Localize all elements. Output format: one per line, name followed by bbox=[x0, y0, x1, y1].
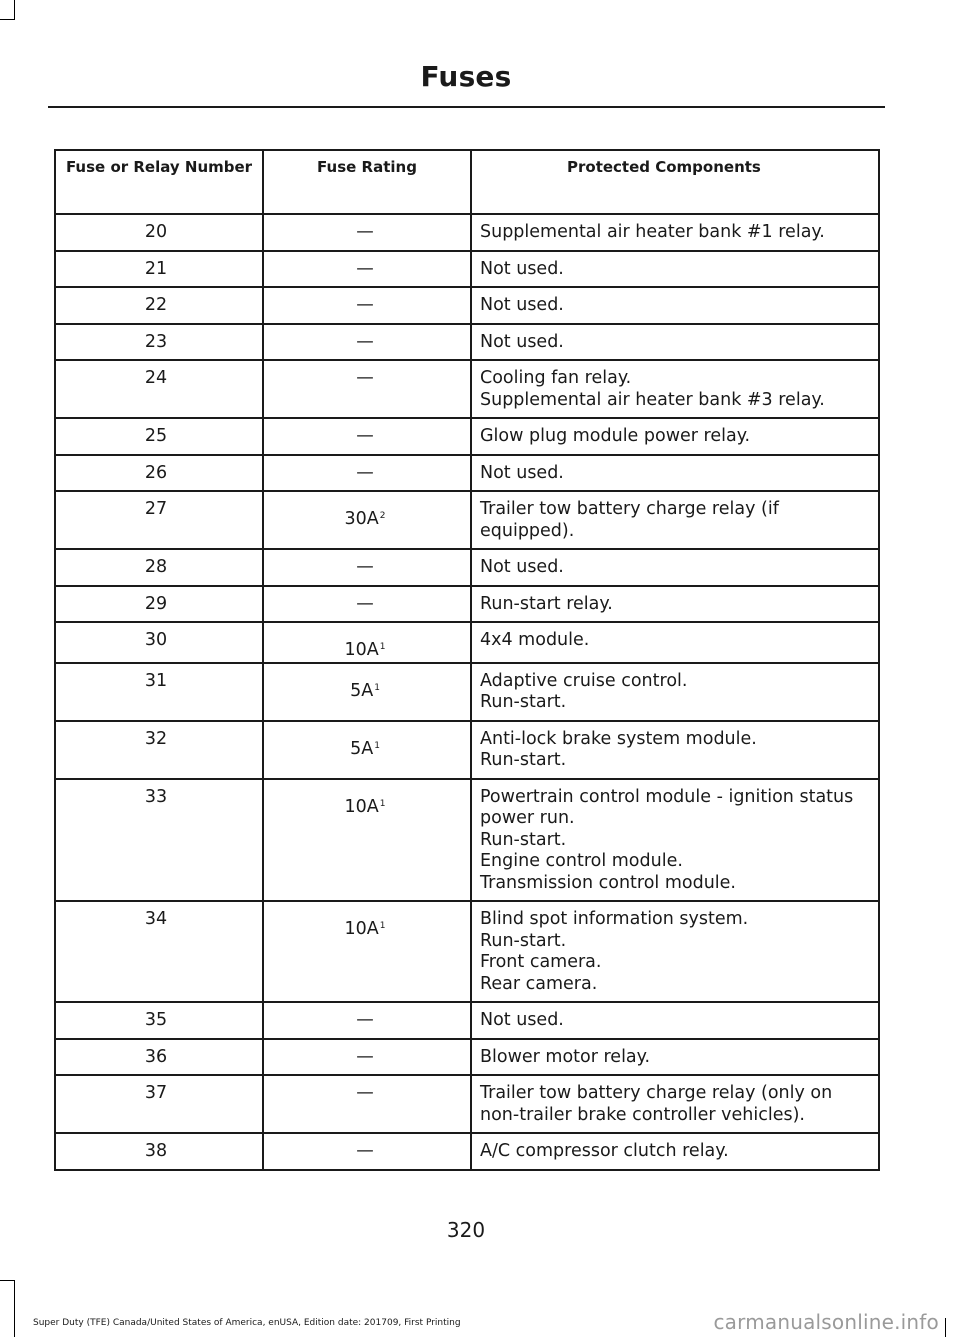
fuse-rating-value: — bbox=[356, 426, 374, 446]
table-row bbox=[55, 360, 879, 418]
header-protected-components: Protected Components bbox=[471, 150, 879, 214]
fuse-number: 21 bbox=[55, 251, 263, 288]
component-line: Trailer tow battery charge relay (if bbox=[480, 499, 779, 519]
fuse-number: 37 bbox=[55, 1075, 263, 1133]
fuse-rating bbox=[263, 901, 471, 1002]
table-row bbox=[55, 418, 879, 455]
fuse-rating-value: — bbox=[356, 258, 374, 279]
fuse-number: 28 bbox=[55, 549, 263, 586]
protected-components bbox=[471, 779, 879, 902]
fuse-rating-value: — bbox=[356, 295, 374, 315]
footnote-marker: 1 bbox=[379, 921, 386, 931]
component-line: Adaptive cruise control. bbox=[480, 670, 688, 691]
fuse-number: 34 bbox=[55, 901, 263, 1002]
protected-components bbox=[471, 1133, 879, 1170]
table-row bbox=[55, 622, 879, 663]
fuse-rating bbox=[263, 721, 471, 779]
table-row bbox=[55, 663, 879, 721]
component-line: Front camera. bbox=[480, 952, 602, 972]
footnote-marker: 1 bbox=[374, 740, 380, 751]
fuse-rating-value: 10A bbox=[344, 796, 379, 817]
fuse-rating-value: — bbox=[356, 222, 374, 242]
component-line: Not used. bbox=[480, 295, 564, 315]
fuse-rating-value: 5A bbox=[350, 738, 374, 759]
fuse-number: 22 bbox=[55, 287, 263, 324]
fuse-rating-value: 10A bbox=[344, 640, 379, 660]
protected-components bbox=[471, 901, 879, 1002]
crop-mark-bottom-right-v bbox=[945, 1318, 946, 1337]
fuse-rating-value: — bbox=[356, 557, 374, 577]
component-line: Not used. bbox=[480, 331, 564, 352]
fuse-rating bbox=[263, 1075, 471, 1133]
edition-footer: Super Duty (TFE) Canada/United States of America, enUSA, Edition date: 201709, First Printing bbox=[33, 1318, 461, 1328]
component-line: Glow plug module power relay. bbox=[480, 426, 751, 446]
fuse-rating-value: — bbox=[356, 331, 374, 352]
fuse-rating bbox=[263, 1002, 471, 1039]
fuse-rating bbox=[263, 622, 471, 663]
fuse-rating bbox=[263, 491, 471, 549]
fuse-rating bbox=[263, 663, 471, 721]
table-row bbox=[55, 455, 879, 492]
fuse-number: 25 bbox=[55, 418, 263, 455]
protected-components bbox=[471, 251, 879, 288]
fuse-number: 26 bbox=[55, 455, 263, 492]
component-line: Not used. bbox=[480, 258, 564, 279]
table-row bbox=[55, 586, 879, 623]
header-fuse-number: Fuse or Relay Number bbox=[55, 150, 263, 214]
table-row bbox=[55, 1039, 879, 1076]
table-row bbox=[55, 779, 879, 902]
fuse-rating bbox=[263, 1039, 471, 1076]
component-line: Run-start. bbox=[480, 930, 567, 951]
component-line: Anti-lock brake system module. bbox=[480, 728, 757, 749]
component-line: Run-start. bbox=[480, 750, 567, 770]
component-line: Transmission control module. bbox=[480, 872, 736, 893]
protected-components bbox=[471, 455, 879, 492]
fuse-number: 33 bbox=[55, 779, 263, 902]
component-line: non-trailer brake controller vehicles). bbox=[480, 1104, 805, 1125]
fuse-rating-value: — bbox=[356, 462, 374, 483]
protected-components bbox=[471, 1075, 879, 1133]
table-row bbox=[55, 549, 879, 586]
watermark: carmanualsonline.info bbox=[713, 1310, 939, 1334]
fuse-rating bbox=[263, 360, 471, 418]
fuse-rating-value: 10A bbox=[344, 919, 379, 939]
table-row bbox=[55, 1002, 879, 1039]
protected-components bbox=[471, 287, 879, 324]
table-row bbox=[55, 251, 879, 288]
protected-components bbox=[471, 360, 879, 418]
fuse-rating-value: — bbox=[356, 1046, 374, 1067]
fuse-rating-value: — bbox=[356, 593, 374, 614]
component-line: equipped). bbox=[480, 520, 575, 541]
protected-components bbox=[471, 214, 879, 251]
component-line: Run-start relay. bbox=[480, 593, 613, 614]
footnote-marker: 1 bbox=[374, 682, 380, 693]
fuse-number: 24 bbox=[55, 360, 263, 418]
crop-mark-bottom-left-h bbox=[0, 1280, 15, 1281]
table-row bbox=[55, 721, 879, 779]
fuse-rating bbox=[263, 287, 471, 324]
fuse-rating-value: — bbox=[356, 368, 374, 388]
title-rule bbox=[48, 106, 885, 108]
component-line: Supplemental air heater bank #1 relay. bbox=[480, 222, 825, 242]
fuse-rating-value: 30A bbox=[344, 509, 379, 529]
component-line: Not used. bbox=[480, 1010, 564, 1030]
table-row bbox=[55, 324, 879, 361]
fuse-rating bbox=[263, 455, 471, 492]
component-line: Rear camera. bbox=[480, 973, 598, 994]
fuse-rating-value: — bbox=[356, 1010, 374, 1030]
footnote-marker: 2 bbox=[379, 511, 386, 521]
component-line: Blower motor relay. bbox=[480, 1046, 651, 1067]
crop-mark-bottom-left-v bbox=[14, 1280, 15, 1337]
fuse-rating bbox=[263, 324, 471, 361]
table-row bbox=[55, 287, 879, 324]
protected-components bbox=[471, 1002, 879, 1039]
component-line: 4x4 module. bbox=[480, 630, 590, 650]
fuse-number: 35 bbox=[55, 1002, 263, 1039]
fuse-number: 36 bbox=[55, 1039, 263, 1076]
page-title: Fuses bbox=[420, 60, 512, 93]
protected-components bbox=[471, 418, 879, 455]
fuse-rating bbox=[263, 214, 471, 251]
fuse-number: 20 bbox=[55, 214, 263, 251]
footnote-marker: 1 bbox=[379, 642, 386, 652]
table-row bbox=[55, 1075, 879, 1133]
component-line: A/C compressor clutch relay. bbox=[480, 1141, 729, 1161]
protected-components bbox=[471, 549, 879, 586]
fuse-rating bbox=[263, 586, 471, 623]
protected-components bbox=[471, 324, 879, 361]
protected-components bbox=[471, 663, 879, 721]
fuse-number: 29 bbox=[55, 586, 263, 623]
component-line: Powertrain control module - ignition status bbox=[480, 786, 854, 807]
protected-components bbox=[471, 491, 879, 549]
table-header-row bbox=[55, 150, 879, 214]
table-row bbox=[55, 491, 879, 549]
table-row bbox=[55, 901, 879, 1002]
fuse-table-body bbox=[55, 214, 879, 1170]
fuse-rating bbox=[263, 779, 471, 902]
protected-components bbox=[471, 586, 879, 623]
fuse-number: 23 bbox=[55, 324, 263, 361]
component-line: Engine control module. bbox=[480, 851, 683, 871]
crop-mark-top-left-v bbox=[14, 0, 15, 20]
crop-mark-top-left-h bbox=[0, 19, 15, 20]
fuse-rating-value: — bbox=[356, 1083, 374, 1103]
fuse-rating-value: 5A bbox=[350, 680, 374, 701]
component-line: Cooling fan relay. bbox=[480, 368, 632, 388]
header-fuse-rating: Fuse Rating bbox=[263, 150, 471, 214]
fuse-table bbox=[54, 149, 880, 1171]
fuse-rating bbox=[263, 418, 471, 455]
fuse-number: 30 bbox=[55, 622, 263, 663]
footnote-marker: 1 bbox=[379, 798, 386, 809]
protected-components bbox=[471, 1039, 879, 1076]
component-line: Run-start. bbox=[480, 692, 567, 712]
fuse-rating bbox=[263, 549, 471, 586]
protected-components bbox=[471, 622, 879, 663]
component-line: power run. bbox=[480, 808, 575, 828]
fuse-number: 31 bbox=[55, 663, 263, 721]
page-number: 320 bbox=[446, 1218, 486, 1242]
fuse-rating-value: — bbox=[356, 1141, 374, 1161]
protected-components bbox=[471, 721, 879, 779]
fuse-number: 38 bbox=[55, 1133, 263, 1170]
table-row bbox=[55, 214, 879, 251]
component-line: Trailer tow battery charge relay (only on bbox=[480, 1083, 833, 1103]
component-line: Blind spot information system. bbox=[480, 909, 749, 929]
fuse-rating bbox=[263, 251, 471, 288]
component-line: Not used. bbox=[480, 462, 564, 483]
component-line: Not used. bbox=[480, 557, 564, 577]
fuse-number: 32 bbox=[55, 721, 263, 779]
component-line: Supplemental air heater bank #3 relay. bbox=[480, 389, 825, 410]
fuse-number: 27 bbox=[55, 491, 263, 549]
table-row bbox=[55, 1133, 879, 1170]
component-line: Run-start. bbox=[480, 829, 567, 850]
fuse-rating bbox=[263, 1133, 471, 1170]
